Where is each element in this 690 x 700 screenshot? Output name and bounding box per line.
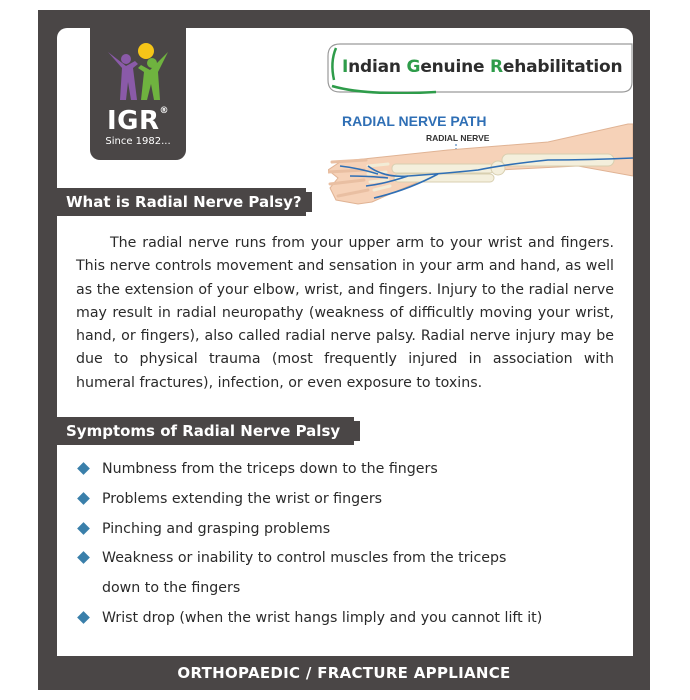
list-item: Problems extending the wrist or fingers: [78, 485, 618, 515]
list-item: Wrist drop (when the wrist hangs limply and you cannot lift it): [78, 604, 618, 634]
diagram-nerve-label: RADIAL NERVE: [426, 133, 490, 143]
igr-logo: [90, 28, 186, 160]
radial-nerve-arm-illustration: [328, 104, 633, 224]
list-item: Numbness from the triceps down to the fingers: [78, 455, 618, 485]
logo-since-text: Since 1982...: [105, 136, 171, 147]
footer-category: ORTHOPAEDIC / FRACTURE APPLIANCE: [177, 664, 511, 682]
symptoms-list: [78, 455, 618, 634]
diamond-bullet-icon: [77, 611, 90, 624]
diamond-bullet-icon: [77, 492, 90, 505]
list-item: Pinching and grasping problems: [78, 515, 618, 545]
logo-figures-icon: [102, 42, 174, 104]
list-item: Weakness or inability to control muscles from the triceps down to the fingers: [78, 544, 532, 604]
diamond-bullet-icon: [77, 462, 90, 475]
brand-name: Indian Genuine Rehabilitation: [342, 57, 623, 77]
brand-banner: [326, 42, 634, 94]
diagram-title: RADIAL NERVE PATH: [342, 113, 487, 129]
diamond-bullet-icon: [77, 552, 90, 565]
what-is-paragraph: The radial nerve runs from your upper arm to your wrist and fingers. This nerve controls movement and sensation in your arm and hand, as well as the extension of your elbow, wrist, and fingers. Injury to the radial nerve may result in radial neuropathy (weakness of difficultly moving your wrist, hand, or fingers), also called radial nerve palsy. Radial nerve injury may be due to physical trauma (most frequently injured in association with humeral fractures), infection, or even exposure to toxins.: [76, 235, 614, 391]
section-heading-what-is: What is Radial Nerve Palsy?: [57, 188, 306, 216]
logo-wordmark: IGR®: [106, 106, 170, 136]
section-heading-symptoms: Symptoms of Radial Nerve Palsy: [57, 417, 354, 445]
diamond-bullet-icon: [77, 522, 90, 535]
